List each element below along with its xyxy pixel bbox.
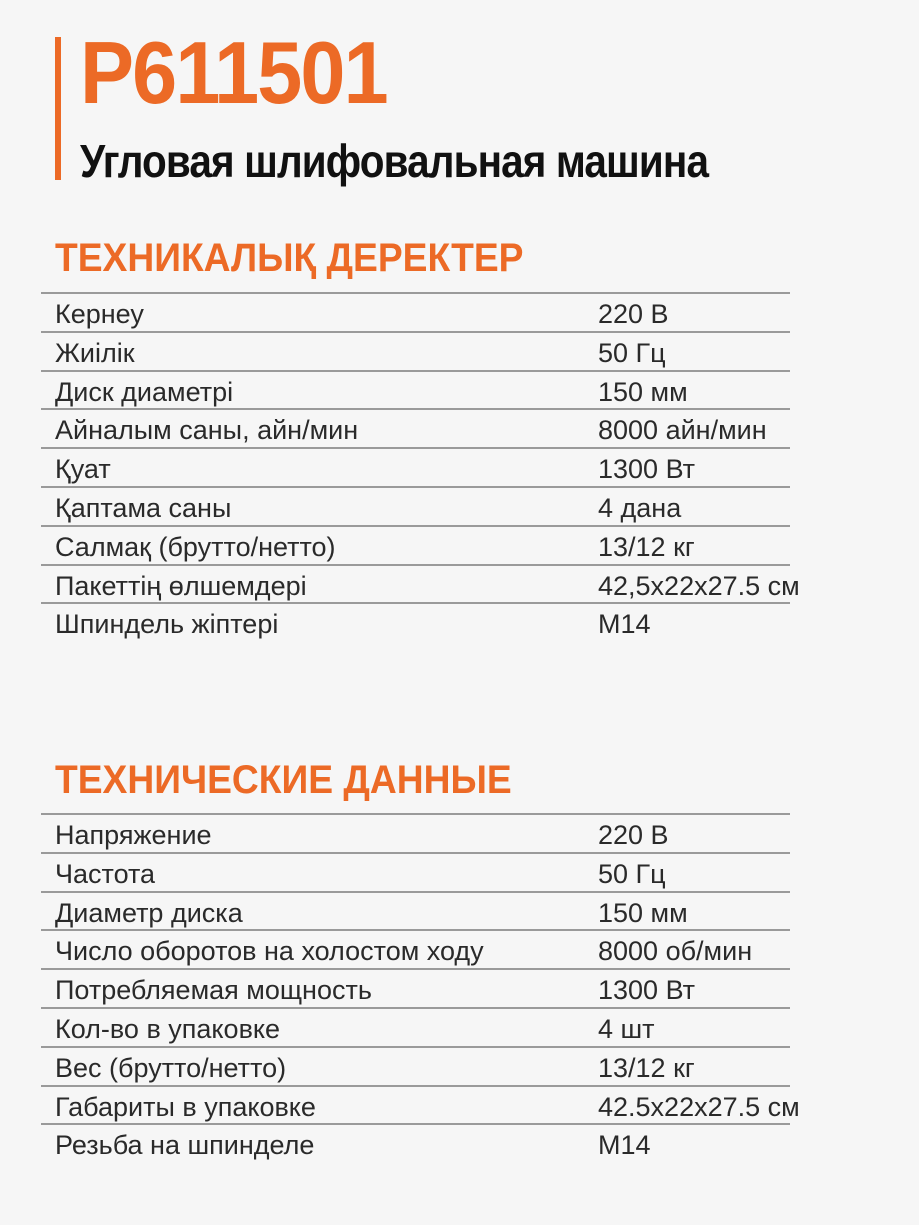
param-label: Шпиндель жіптері [55, 609, 279, 640]
table-row [41, 929, 790, 968]
section-title-kz: ТЕХНИКАЛЫҚ ДЕРЕКТЕР [55, 236, 524, 280]
param-label: Вес (брутто/нетто) [55, 1052, 287, 1083]
param-label: Жиілік [55, 337, 135, 368]
param-value: 42.5x22x27.5 см [598, 1091, 800, 1122]
spec-table-ru [41, 813, 800, 1162]
param-label: Резьба на шпинделе [55, 1130, 315, 1161]
param-value: 150 мм [598, 897, 688, 928]
table-row [41, 1007, 790, 1046]
param-value: 13/12 кг [598, 1052, 695, 1083]
accent-bar [55, 37, 61, 180]
param-label: Салмақ (брутто/нетто) [55, 531, 336, 562]
product-title: Угловая шлифовальная машина [80, 135, 709, 187]
table-row [41, 408, 790, 447]
param-value: 1300 Вт [598, 454, 696, 485]
param-label: Частота [55, 858, 156, 889]
param-value: 42,5x22x27.5 см [598, 570, 800, 601]
param-label: Потребляемая мощность [55, 975, 372, 1006]
param-label: Диск диаметрі [55, 376, 234, 407]
param-label: Число оборотов на холостом ходу [55, 936, 484, 967]
table-row [41, 1123, 790, 1162]
param-label: Қаптама саны [55, 492, 232, 523]
param-value: 50 Гц [598, 858, 666, 889]
table-row [41, 891, 790, 930]
param-value: 150 мм [598, 376, 688, 407]
spec-table-kz [41, 292, 800, 641]
param-label: Габариты в упаковке [55, 1091, 316, 1122]
table-row [41, 852, 790, 891]
param-label: Пакеттің өлшемдері [55, 570, 307, 601]
section-title-ru: ТЕХНИЧЕСКИЕ ДАННЫЕ [55, 758, 512, 802]
param-value: 220 В [598, 820, 669, 850]
param-label: Айналым саны, айн/мин [55, 415, 359, 446]
table-row [41, 564, 800, 603]
param-label: Кернеу [55, 299, 144, 329]
table-row [41, 1046, 790, 1085]
table-row [41, 525, 790, 564]
table-row [41, 602, 790, 641]
param-value: 8000 об/мин [598, 936, 753, 967]
param-value: 50 Гц [598, 337, 666, 368]
table-row [41, 813, 790, 852]
table-row [41, 447, 790, 486]
param-label: Қуат [55, 454, 111, 485]
table-row [41, 370, 790, 409]
param-value: 220 В [598, 299, 669, 329]
table-row [41, 292, 790, 331]
table-row [41, 486, 790, 525]
param-value: M14 [598, 1130, 651, 1161]
param-label: Кол-во в упаковке [55, 1013, 281, 1044]
param-label: Напряжение [55, 820, 212, 850]
table-row [41, 331, 790, 370]
param-label: Диаметр диска [55, 897, 243, 928]
param-value: 4 дана [598, 492, 682, 523]
model-number: P611501 [80, 23, 387, 122]
param-value: 8000 айн/мин [598, 415, 767, 446]
table-row [41, 1085, 800, 1124]
param-value: 1300 Вт [598, 975, 696, 1006]
param-value: 13/12 кг [598, 531, 695, 562]
table-row [41, 968, 790, 1007]
param-value: M14 [598, 609, 651, 640]
param-value: 4 шт [598, 1013, 655, 1044]
